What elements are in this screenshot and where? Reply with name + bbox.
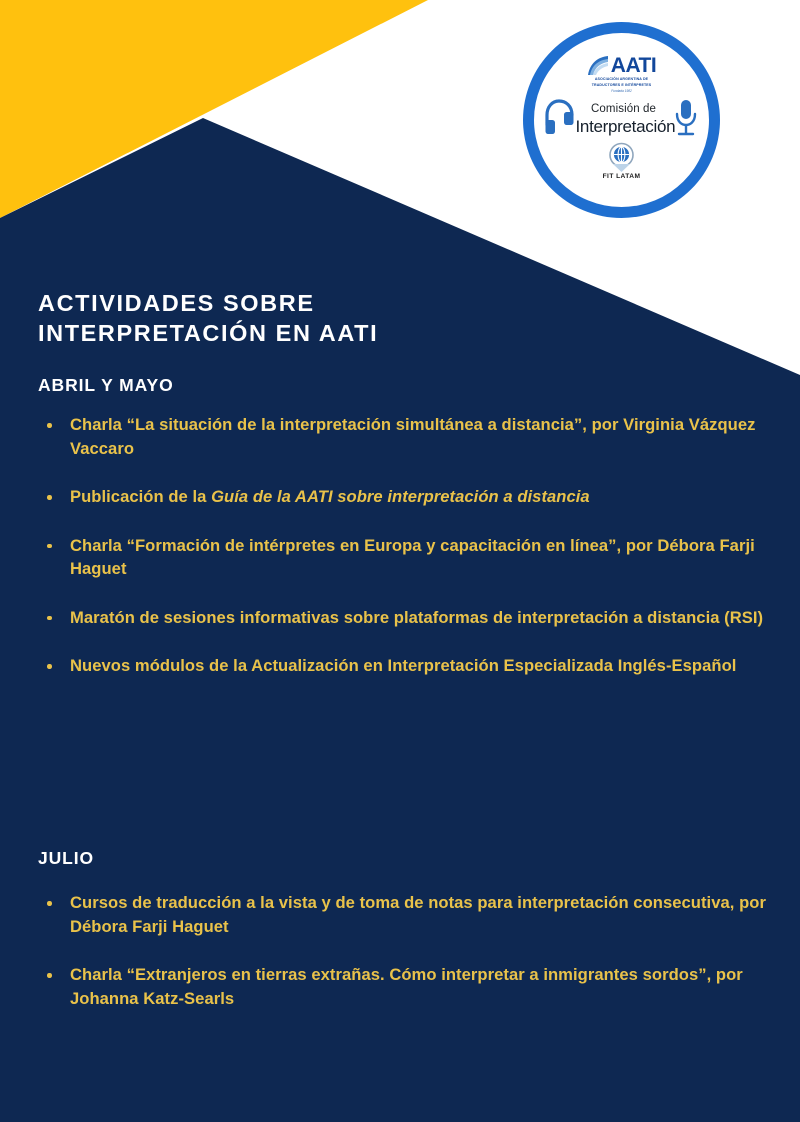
commission-name: Interpretación — [575, 117, 676, 137]
fit-latam-globe-icon — [606, 142, 637, 173]
list-item — [40, 654, 780, 678]
list-item-text-italic: Guía de la AATI sobre interpretación a distancia — [211, 487, 590, 506]
commission-text-block — [575, 99, 676, 137]
activity-list-abril-mayo — [40, 413, 780, 678]
list-item-text: Publicación de la — [70, 487, 212, 506]
aati-logo-mark — [587, 54, 656, 76]
section-heading-abril-mayo: ABRIL Y MAYO — [38, 375, 174, 395]
page-title-line2: INTERPRETACIÓN EN AATI — [38, 320, 379, 346]
list-item — [40, 606, 780, 630]
aati-tagline: Fundada 1982 — [611, 88, 632, 93]
aati-subtitle-line1: ASOCIACIÓN ARGENTINA DE — [594, 77, 649, 81]
list-item — [40, 963, 780, 1010]
list-item-text: Charla “Extranjeros en tierras extrañas. Cómo interpretar a inmigrantes sordos”, por Johanna Katz-Searls — [70, 965, 743, 1008]
page-title — [38, 288, 538, 348]
microphone-icon — [673, 98, 699, 138]
aati-subtitle-line2: TRADUCTORES E INTÉRPRETES — [591, 82, 652, 87]
list-item-text: Maratón de sesiones informativas sobre plataformas de interpretación a distancia (RSI) — [70, 607, 764, 627]
list-item — [40, 891, 780, 938]
aati-swoosh-icon — [587, 56, 609, 76]
list-item-text: Charla “Formación de intérpretes en Europa y capacitación en línea”, por Débora Farji Haguet — [70, 535, 755, 578]
commission-row — [534, 98, 709, 138]
list-item — [40, 534, 780, 581]
fit-latam-label: FIT LATAM — [602, 172, 641, 180]
list-item-text: Cursos de traducción a la vista y de toma de notas para interpretación consecutiva, por Débora Farji Haguet — [70, 893, 766, 936]
commission-label: Comisión de — [590, 103, 657, 116]
section-heading-julio: JULIO — [38, 848, 95, 868]
list-item-text: Nuevos módulos de la Actualización en Interpretación Especializada Inglés-Español — [70, 656, 737, 675]
headset-icon — [545, 99, 575, 137]
aati-commission-logo-badge — [523, 22, 720, 218]
list-item — [40, 485, 780, 509]
list-item-text: Charla “La situación de la interpretación simultánea a distancia”, por Virginia Vázquez Vaccaro — [70, 415, 756, 458]
fit-latam-block — [603, 142, 641, 180]
list-item — [40, 413, 780, 460]
aati-wordmark: AATI — [610, 54, 657, 77]
page-title-line1: ACTIVIDADES SOBRE — [38, 290, 315, 316]
activity-list-julio — [40, 891, 780, 1010]
